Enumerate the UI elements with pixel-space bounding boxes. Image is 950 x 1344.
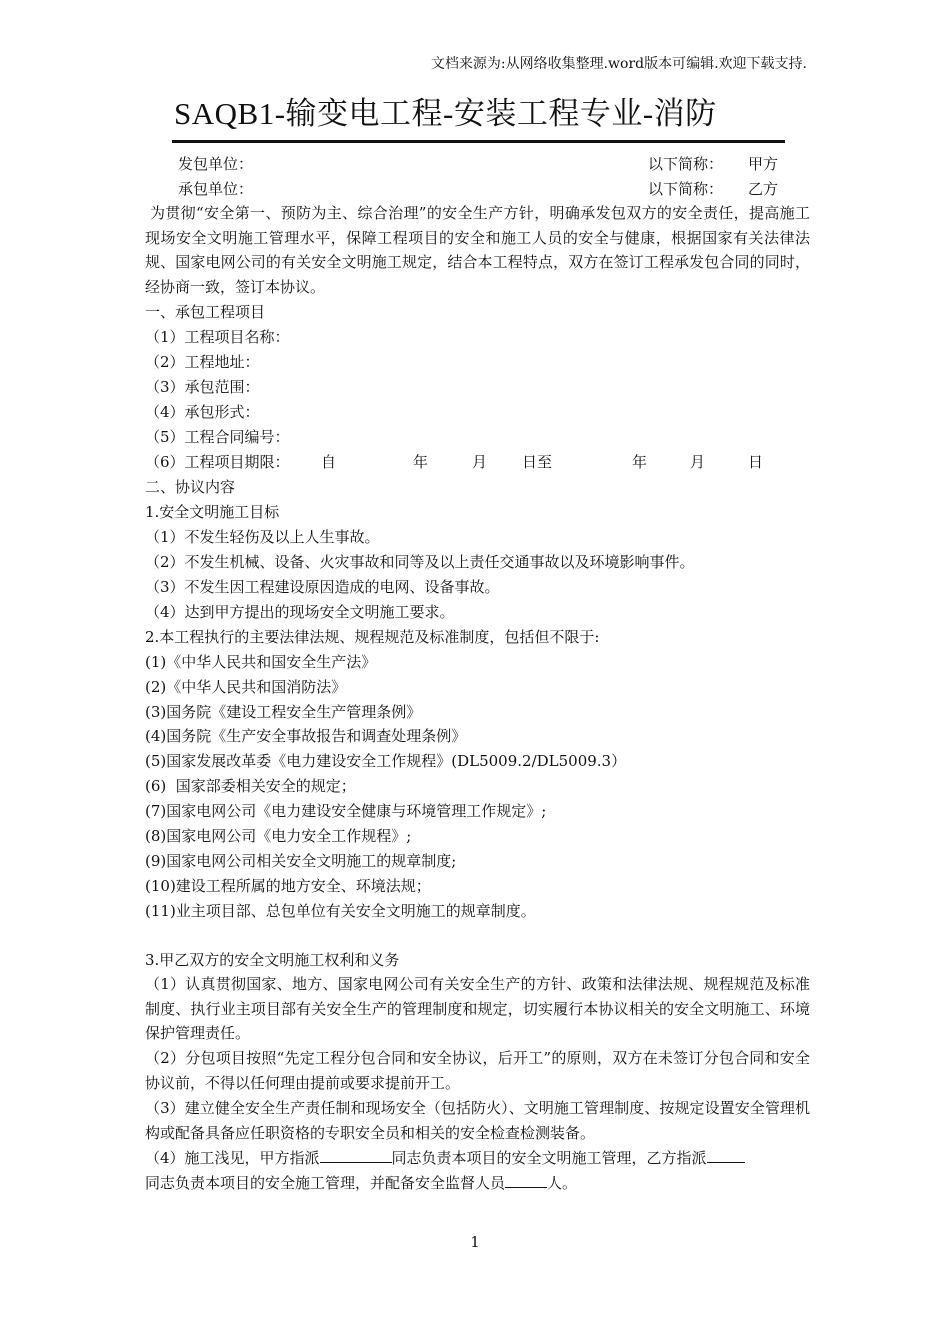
regulation-item: (8)国家电网公司《电力安全工作规程》;	[145, 827, 412, 845]
regulation-item: (5)国家发展改革委《电力建设安全工作规程》(DL5009.2/DL5009.3）	[145, 752, 627, 770]
page-number: 1	[470, 1233, 480, 1251]
rights-duties-paragraph-4	[145, 1146, 810, 1195]
regulation-item: (6) 国家部委相关安全的规定；	[145, 777, 356, 795]
rights-duties-heading: 3.甲乙双方的安全文明施工权利和义务	[145, 951, 400, 969]
contract-scope-item: （3）承包范围：	[145, 378, 260, 396]
project-period-label: （6）工程项目期限：	[145, 453, 290, 471]
contractor-alias-label: 以下简称：	[648, 180, 724, 198]
employer-alias: 甲方	[748, 155, 779, 173]
title-underline	[172, 140, 785, 143]
p4-text-a: （4）施工浅见，甲方指派	[145, 1149, 320, 1167]
regulation-item: (7)国家电网公司《电力建设安全健康与环境管理工作规定》;	[145, 802, 547, 820]
period-month-2: 月	[690, 453, 706, 471]
contractor-alias: 乙方	[748, 180, 779, 198]
safety-goal-item: （2）不发生机械、设备、火灾事故和同等及以上责任交通事故以及环境影响事件。	[145, 553, 695, 571]
employer-alias-label: 以下简称：	[648, 155, 724, 173]
period-month-1: 月	[472, 453, 488, 471]
contract-number-item: （5）工程合同编号：	[145, 428, 290, 446]
regulation-item: (10)建设工程所属的地方安全、环境法规；	[145, 877, 431, 895]
safety-goal-item: （3）不发生因工程建设原因造成的电网、设备事故。	[145, 578, 500, 596]
regulations-heading: 2.本工程执行的主要法律法规、规程规范及标准制度，包括但不限于:	[145, 628, 600, 646]
regulation-item: (4)国务院《生产安全事故报告和调查处理条例》	[145, 727, 467, 745]
period-year-1: 年	[413, 453, 429, 471]
employer-label: 发包单位：	[178, 155, 254, 173]
period-year-2: 年	[632, 453, 648, 471]
safety-goal-heading: 1.安全文明施工目标	[145, 503, 280, 521]
regulation-item: (1)《中华人民共和国安全生产法》	[145, 653, 377, 671]
source-note: 文档来源为:从网络收集整理.word版本可编辑.欢迎下载支持.	[430, 56, 807, 72]
project-name-item: （1）工程项目名称：	[145, 328, 290, 346]
regulation-item: (3)国务院《建设工程安全生产管理条例》	[145, 703, 422, 721]
contract-form-item: （4）承包形式：	[145, 403, 260, 421]
safety-goal-item: （4）达到甲方提出的现场安全文明施工要求。	[145, 603, 455, 621]
project-address-item: （2）工程地址：	[145, 353, 260, 371]
period-from: 自	[321, 453, 337, 471]
document-title: SAQB1-输变电工程-安装工程专业-消防	[174, 96, 717, 131]
p4-text-b: 同志负责本项目的安全文明施工管理，乙方指派	[391, 1149, 707, 1167]
section2-heading: 二、协议内容	[145, 478, 236, 496]
contractor-label: 承包单位：	[178, 180, 254, 198]
p4-text-c: 同志负责本项目的安全施工管理，并配备安全监督人员	[145, 1173, 506, 1192]
period-day-2: 日	[748, 453, 764, 471]
period-day-to: 日至	[522, 453, 553, 471]
supervisor-count-blank[interactable]	[505, 1171, 547, 1188]
regulation-item: (9)国家电网公司相关安全文明施工的规章制度;	[145, 852, 457, 870]
rights-duties-paragraph-3: （3）建立健全安全生产责任制和现场安全（包括防火）、文明施工管理制度、按规定设置安全管理机构或配备具备应任职资格的专职安全员和相关的安全检查检测装备。	[145, 1099, 810, 1142]
section1-heading: 一、承包工程项目	[145, 303, 266, 321]
regulation-item: (2)《中华人民共和国消防法》	[145, 678, 347, 696]
party-a-designee-blank[interactable]	[320, 1146, 392, 1163]
safety-goal-item: （1）不发生轻伤及以上人生事故。	[145, 528, 380, 546]
rights-duties-paragraph-1: （1）认真贯彻国家、地方、国家电网公司有关安全生产的方针、政策和法律法规、规程规范及标准制度、执行业主项目部有关安全生产的管理制度和规定，切实履行本协议相关的安全文明施工、环境保护管理责任。	[145, 975, 810, 1043]
p4-text-d: 人。	[547, 1173, 578, 1192]
regulation-item: (11)业主项目部、总包单位有关安全文明施工的规章制度。	[145, 902, 536, 920]
party-b-designee-blank[interactable]	[707, 1146, 745, 1163]
intro-paragraph: 为贯彻“安全第一、预防为主、综合治理”的安全生产方针，明确承发包双方的安全责任，提高施工现场安全文明施工管理水平，保障工程项目的安全和施工人员的安全与健康，根据国家有关法律法规、国家电网公司的有关安全文明施工规定，结合本工程特点，双方在签订工程承发包合同的同时，经协商一致，签订本协议。	[145, 204, 810, 296]
rights-duties-paragraph-2: （2）分包项目按照“先定工程分包合同和安全协议，后开工”的原则，双方在未签订分包合同和安全协议前，不得以任何理由提前或要求提前开工。	[145, 1049, 810, 1092]
